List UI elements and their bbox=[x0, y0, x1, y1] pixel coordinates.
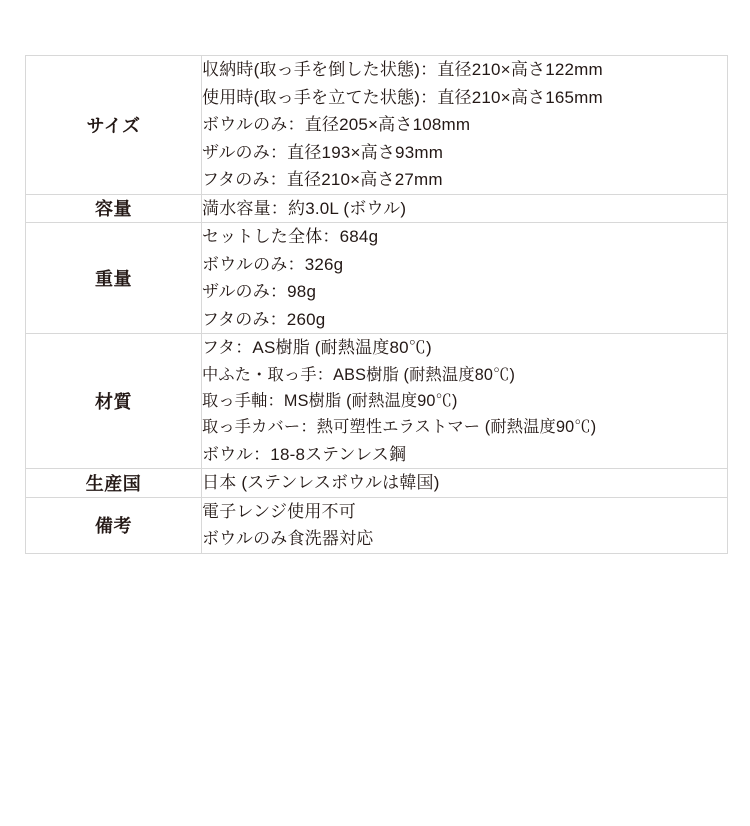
table-row bbox=[26, 194, 728, 223]
table-row bbox=[26, 223, 728, 334]
spec-value-line: ザルのみ：直径193×高さ93mm bbox=[202, 142, 444, 162]
spec-value-line: 収納時(取っ手を倒した状態)：直径210×高さ122mm bbox=[202, 60, 603, 79]
product-spec-table bbox=[25, 55, 728, 554]
spec-value-line: 取っ手カバー：熱可塑性エラストマー (耐熱温度90℃) bbox=[202, 418, 597, 437]
spec-value-line: 満水容量：約3.0L (ボウル) bbox=[202, 198, 407, 218]
spec-value-notes bbox=[202, 497, 728, 553]
spec-label-capacity: 容量 bbox=[26, 194, 202, 223]
spec-value-line: 取っ手軸：MS樹脂 (耐熱温度90℃) bbox=[202, 392, 458, 411]
table-row bbox=[26, 497, 728, 553]
spec-value-weight bbox=[202, 223, 728, 334]
spec-label-size: サイズ bbox=[26, 56, 202, 195]
spec-value-line: ボウルのみ食洗器対応 bbox=[202, 529, 374, 549]
spec-value-line: 中ふた・取っ手：ABS樹脂 (耐熱温度80℃) bbox=[202, 365, 516, 384]
spec-value-line: ザルのみ：98g bbox=[202, 282, 317, 302]
table-row bbox=[26, 56, 728, 195]
spec-value-line: フタ：AS樹脂 (耐熱温度80℃) bbox=[202, 338, 432, 358]
spec-value-capacity bbox=[202, 194, 728, 223]
spec-value-line: 使用時(取っ手を立てた状態)：直径210×高さ165mm bbox=[202, 87, 603, 107]
table-row bbox=[26, 469, 728, 498]
spec-label-country: 生産国 bbox=[26, 469, 202, 498]
spec-value-line: ボウルのみ：直径205×高さ108mm bbox=[202, 115, 471, 135]
table-row bbox=[26, 334, 728, 469]
spec-value-line: フタのみ：260g bbox=[202, 309, 326, 329]
spec-value-line: ボウルのみ：326g bbox=[202, 254, 344, 274]
spec-label-notes: 備考 bbox=[26, 497, 202, 553]
spec-table-body bbox=[26, 56, 728, 554]
spec-value-material bbox=[202, 334, 728, 469]
spec-label-weight: 重量 bbox=[26, 223, 202, 334]
spec-value-line: ボウル：18-8ステンレス鋼 bbox=[202, 444, 407, 464]
spec-value-line: セットした全体：684g bbox=[202, 227, 379, 247]
spec-table-container bbox=[25, 55, 725, 554]
spec-label-material: 材質 bbox=[26, 334, 202, 469]
spec-value-line: フタのみ：直径210×高さ27mm bbox=[202, 170, 443, 190]
spec-value-line: 日本 (ステンレスボウルは韓国) bbox=[202, 473, 440, 493]
spec-value-country bbox=[202, 469, 728, 498]
spec-value-line: 電子レンジ使用不可 bbox=[202, 501, 356, 521]
spec-value-size bbox=[202, 56, 728, 195]
